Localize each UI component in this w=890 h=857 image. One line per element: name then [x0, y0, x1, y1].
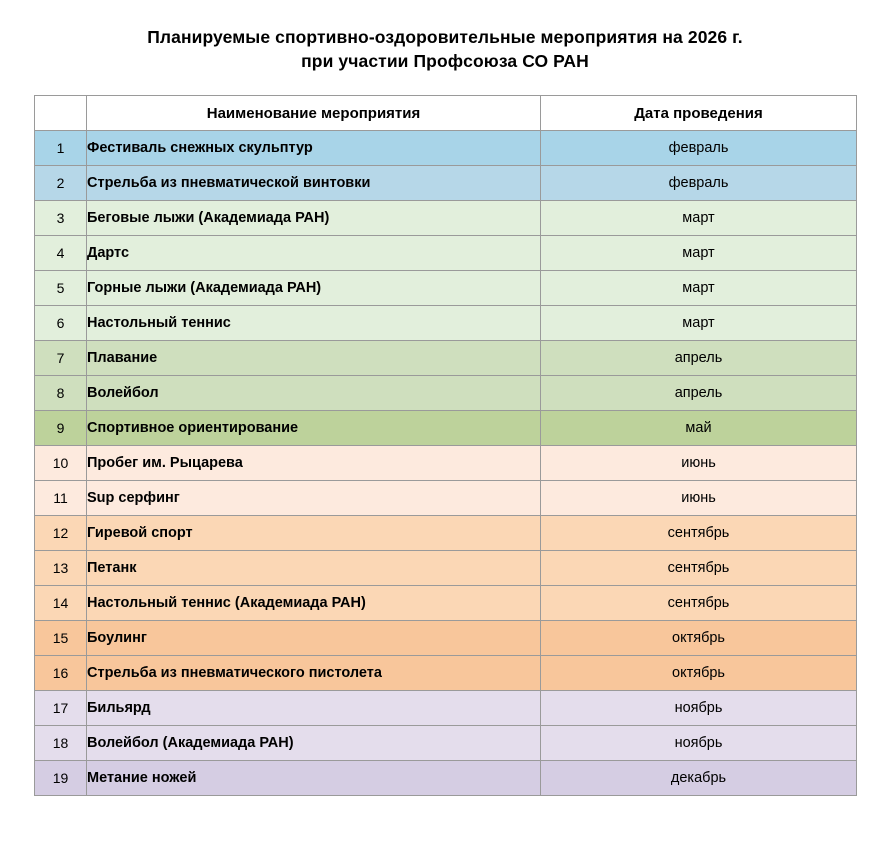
table-row [35, 586, 857, 621]
row-number: 17 [35, 691, 87, 726]
table-row [35, 131, 857, 166]
column-header-number [35, 96, 87, 131]
event-name: Спортивное ориентирование [87, 411, 541, 446]
event-name: Горные лыжи (Академиада РАН) [87, 271, 541, 306]
table-row [35, 341, 857, 376]
row-number: 9 [35, 411, 87, 446]
table-row [35, 621, 857, 656]
event-date: март [541, 271, 857, 306]
event-name: Волейбол [87, 376, 541, 411]
table-row [35, 376, 857, 411]
event-date: март [541, 236, 857, 271]
event-date: апрель [541, 376, 857, 411]
row-number: 4 [35, 236, 87, 271]
event-date: октябрь [541, 621, 857, 656]
table-row [35, 166, 857, 201]
row-number: 10 [35, 446, 87, 481]
event-date: май [541, 411, 857, 446]
event-date: ноябрь [541, 726, 857, 761]
table-row [35, 761, 857, 796]
row-number: 6 [35, 306, 87, 341]
table-row [35, 481, 857, 516]
event-date: октябрь [541, 656, 857, 691]
event-name: Настольный теннис [87, 306, 541, 341]
row-number: 5 [35, 271, 87, 306]
event-date: сентябрь [541, 586, 857, 621]
row-number: 13 [35, 551, 87, 586]
event-name: Стрельба из пневматического пистолета [87, 656, 541, 691]
table-row [35, 411, 857, 446]
row-number: 3 [35, 201, 87, 236]
events-table [34, 95, 857, 796]
table-row [35, 306, 857, 341]
table-row [35, 516, 857, 551]
row-number: 19 [35, 761, 87, 796]
row-number: 15 [35, 621, 87, 656]
row-number: 12 [35, 516, 87, 551]
row-number: 18 [35, 726, 87, 761]
event-date: июнь [541, 481, 857, 516]
table-row [35, 726, 857, 761]
page-title-line-2: при участии Профсоюза СО РАН [301, 50, 589, 71]
table-row [35, 691, 857, 726]
table-row [35, 551, 857, 586]
table-row [35, 201, 857, 236]
event-name: Фестиваль снежных скульптур [87, 131, 541, 166]
table-header-row [35, 96, 857, 131]
event-name: Настольный теннис (Академиада РАН) [87, 586, 541, 621]
event-name: Пробег им. Рыцарева [87, 446, 541, 481]
event-name: Бильярд [87, 691, 541, 726]
table-header [35, 96, 857, 131]
table-row [35, 656, 857, 691]
column-header-name: Наименование мероприятия [87, 96, 541, 131]
event-date: март [541, 306, 857, 341]
table-row [35, 271, 857, 306]
event-name: Стрельба из пневматической винтовки [87, 166, 541, 201]
page-title-line-1: Планируемые спортивно-оздоровительные мероприятия на 2026 г. [147, 27, 743, 47]
table-row [35, 446, 857, 481]
event-name: Гиревой спорт [87, 516, 541, 551]
row-number: 11 [35, 481, 87, 516]
column-header-date: Дата проведения [541, 96, 857, 131]
event-name: Беговые лыжи (Академиада РАН) [87, 201, 541, 236]
event-date: февраль [541, 131, 857, 166]
event-date: сентябрь [541, 551, 857, 586]
row-number: 8 [35, 376, 87, 411]
event-date: сентябрь [541, 516, 857, 551]
event-name: Плавание [87, 341, 541, 376]
event-date: ноябрь [541, 691, 857, 726]
page-title [34, 26, 856, 73]
event-date: июнь [541, 446, 857, 481]
event-date: декабрь [541, 761, 857, 796]
row-number: 2 [35, 166, 87, 201]
event-name: Боулинг [87, 621, 541, 656]
row-number: 14 [35, 586, 87, 621]
event-date: февраль [541, 166, 857, 201]
event-date: апрель [541, 341, 857, 376]
row-number: 1 [35, 131, 87, 166]
table-body [35, 131, 857, 796]
event-date: март [541, 201, 857, 236]
event-name: Метание ножей [87, 761, 541, 796]
event-name: Дартс [87, 236, 541, 271]
table-row [35, 236, 857, 271]
event-name: Sup серфинг [87, 481, 541, 516]
event-name: Петанк [87, 551, 541, 586]
row-number: 7 [35, 341, 87, 376]
row-number: 16 [35, 656, 87, 691]
event-name: Волейбол (Академиада РАН) [87, 726, 541, 761]
